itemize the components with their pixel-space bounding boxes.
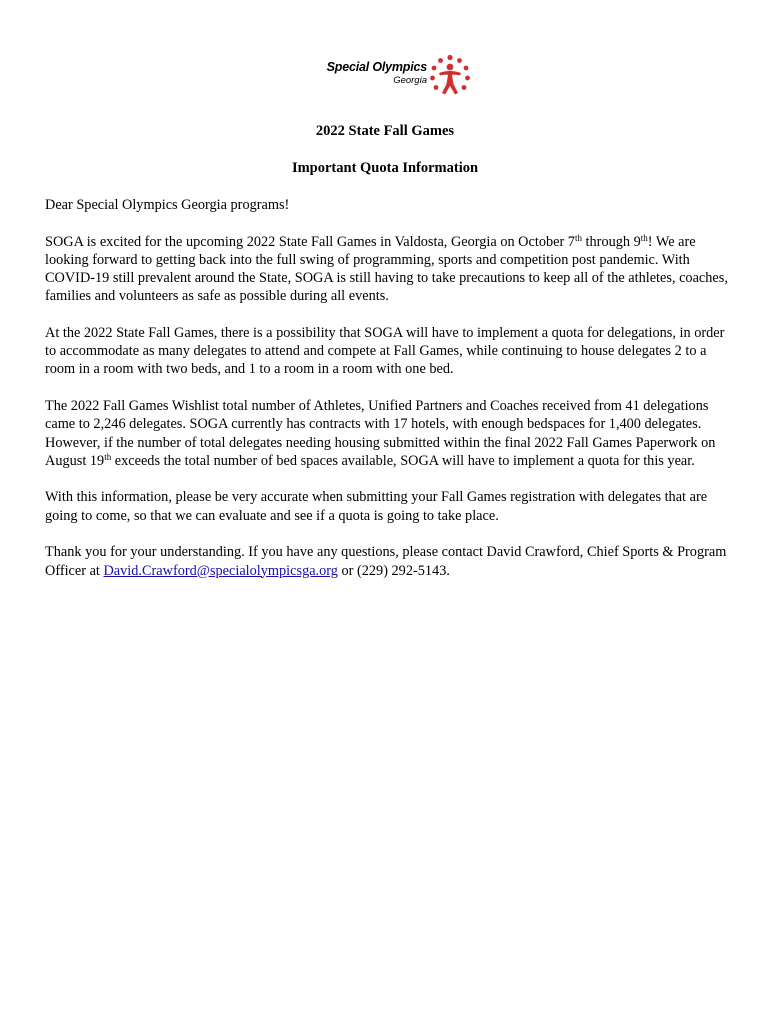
logo-region: Georgia [393, 75, 427, 86]
para3-sup: th [104, 451, 112, 462]
special-olympics-georgia-logo [297, 50, 473, 102]
para1-sup-1: th [574, 232, 582, 243]
para1-sup-2: th [640, 232, 648, 243]
para1-text-c: ! We are looking forward to getting back into the full swing of programming, sports and competition post pandemic. With COVID-19 still prevalent around the State, SOGA is still having to take precautions to keep all of the athletes, coaches, families and volunteers as safe as possible during all events. [45, 233, 728, 305]
para5-text-b: or (229) 292-5143. [337, 562, 450, 579]
paragraph-event-announcement [45, 233, 735, 306]
para1-text-a: SOGA is excited for the upcoming 2022 State Fall Games in Valdosta, Georgia on October 7 [45, 233, 575, 250]
paragraph-quota-possibility: At the 2022 State Fall Games, there is a possibility that SOGA will have to implement a quota for delegations, in order to accommodate as many delegates to attend and compete at Fall Games, while continuing to house delegates 2 to a room in a room with two beds, and 1 to a room in a room with one bed. [45, 325, 725, 378]
document-title: 2022 State Fall Games [315, 123, 455, 139]
para1-text-b: through 9 [581, 233, 641, 250]
logo-text [327, 60, 427, 86]
paragraph-wishlist-numbers [45, 397, 735, 470]
greeting: Dear Special Olympics Georgia programs! [45, 197, 290, 213]
para3-text-b: exceeds the total number of bed spaces available, SOGA will have to implement a quota for this year. [111, 452, 695, 469]
contact-email-link[interactable]: David.Crawford@specialolympicsga.org [103, 562, 338, 579]
para3-text-a: The 2022 Fall Games Wishlist total number of Athletes, Unified Partners and Coaches received from 41 delegations came to 2,246 delegates. SOGA currently has contracts with 17 hotels, with enough bedspaces for 1,400 delegates. However, if the number of total delegates needing housing submitted within the final 2022 Fall Games Paperwork on August 19 [45, 398, 716, 469]
logo-name: Special Olympics [326, 60, 427, 74]
document-subtitle: Important Quota Information [291, 160, 479, 176]
para5-text-a: Thank you for your understanding. If you have any questions, please contact David Crawford, Chief Sports & Program Officer at [45, 544, 727, 579]
paragraph-accuracy-request: With this information, please be very accurate when submitting your Fall Games registration with delegates that are going to come, so that we can evaluate and see if a quota is going to take place. [45, 489, 708, 524]
special-olympics-emblem-icon [427, 53, 473, 99]
paragraph-contact [45, 543, 735, 579]
letter-body [45, 196, 735, 598]
